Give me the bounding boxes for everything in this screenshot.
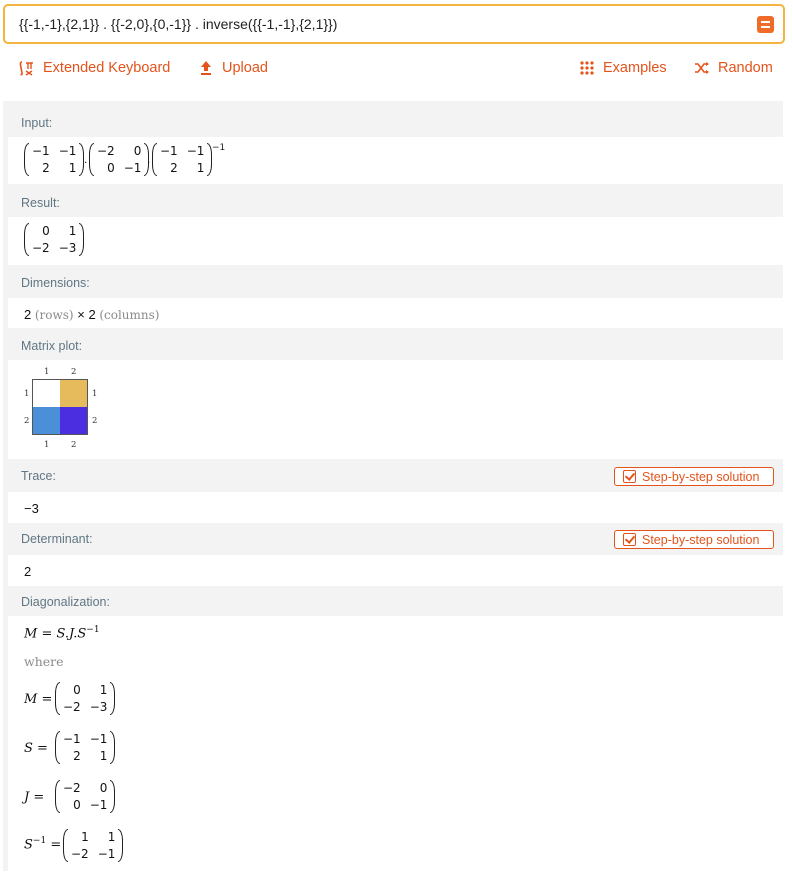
inverse-exponent: −1 [212, 143, 226, 153]
determinant-pod-title: Determinant: [21, 532, 93, 546]
rows-label: (rows) [34, 308, 74, 322]
matrix-cell: −2 [32, 241, 50, 255]
plot-col-tick: 2 [71, 367, 77, 377]
random-button[interactable] [694, 58, 773, 78]
upload-label: Upload [222, 60, 268, 76]
s-inverse-label [24, 836, 61, 852]
matrix-cell: −1 [160, 144, 178, 158]
matrix-cell: 1 [68, 161, 77, 175]
plot-frame [32, 379, 88, 435]
s-inverse-base: S [24, 837, 33, 853]
dimensions-pod-title: Dimensions: [21, 276, 90, 290]
trace-pod-body [8, 492, 783, 523]
matrix-cell: −1 [186, 144, 205, 158]
plot-row-tick: 1 [24, 389, 30, 399]
formula-lhs: M = S.J.S [24, 626, 87, 642]
cols-count: 2 [88, 307, 96, 322]
plot-row-tick: 2 [24, 416, 30, 426]
input-matrix-b [89, 143, 149, 176]
examples-button[interactable] [579, 58, 667, 78]
determinant-step-by-step-button[interactable] [614, 530, 774, 549]
plot-col-tick: 1 [44, 440, 50, 450]
matrix-cell: −1 [63, 732, 81, 746]
matrix-cell: 0 [107, 161, 115, 175]
trace-step-by-step-button[interactable] [614, 467, 774, 486]
matrix-cell: 0 [73, 683, 81, 697]
j-matrix [55, 780, 115, 813]
extended-keyboard-button[interactable] [19, 58, 170, 78]
s-label: S = [24, 741, 48, 756]
keyboard-math-icon [19, 60, 35, 76]
j-label: J = [24, 790, 45, 805]
matrix-plot[interactable] [22, 369, 102, 455]
plot-col-tick: 1 [44, 367, 50, 377]
matrix-cell: 2 [170, 161, 178, 175]
m-matrix [55, 682, 115, 715]
s-inverse-exponent: −1 [32, 836, 47, 846]
diagonalization-pod-body [8, 616, 783, 871]
matrix-cell: −3 [89, 700, 108, 714]
result-pod-title: Result: [21, 196, 60, 210]
matrix-cell: 2 [73, 749, 81, 763]
plot-col-tick: 2 [71, 440, 77, 450]
matrix-cell: 1 [196, 161, 205, 175]
matrix-cell: −1 [89, 732, 108, 746]
matrix-plot-pod-body [8, 360, 783, 459]
input-pod-title: Input: [21, 116, 53, 130]
dot-operator: . [84, 152, 88, 166]
upload-button[interactable] [198, 58, 268, 78]
matrix-cell: −1 [58, 144, 77, 158]
matrix-cell: 0 [133, 144, 142, 158]
search-input[interactable] [3, 4, 785, 44]
matrix-cell: 1 [81, 830, 89, 844]
matrix-cell: 1 [99, 683, 108, 697]
trace-value: −3 [24, 501, 39, 516]
matrix-cell: 0 [42, 224, 50, 238]
diagonalization-formula [24, 625, 100, 641]
matrix-cell: 0 [99, 781, 108, 795]
s-matrix [55, 731, 115, 764]
matrix-cell: 1 [68, 224, 77, 238]
plot-row-tick: 2 [92, 416, 98, 426]
matrix-cell: −1 [89, 798, 108, 812]
grid-dots-icon [579, 60, 595, 76]
result-pod-body [8, 217, 783, 265]
matrix-cell: 1 [107, 830, 116, 844]
where-label: where [24, 654, 64, 669]
matrix-cell: −3 [58, 241, 77, 255]
dot-operator: . [147, 152, 151, 166]
rows-count: 2 [24, 307, 32, 322]
upload-icon [198, 60, 214, 76]
checkbox-icon [623, 533, 636, 546]
input-matrix-a [24, 143, 84, 176]
cols-label: (columns) [99, 308, 160, 322]
equals-icon[interactable] [757, 16, 774, 33]
examples-label: Examples [603, 60, 667, 76]
matrix-cell: 0 [73, 798, 81, 812]
checkbox-icon [623, 470, 636, 483]
matrix-cell: 2 [42, 161, 50, 175]
determinant-value: 2 [24, 564, 32, 579]
m-label: M = [24, 692, 53, 707]
matrix-plot-pod-title: Matrix plot: [21, 339, 83, 353]
matrix-cell: −1 [123, 161, 142, 175]
matrix-cell: −1 [97, 847, 116, 861]
matrix-cell: −2 [63, 781, 81, 795]
shuffle-icon [694, 60, 710, 76]
matrix-cell: −2 [97, 144, 115, 158]
step-by-step-label: Step-by-step solution [642, 532, 760, 547]
result-matrix [24, 223, 84, 256]
step-by-step-label: Step-by-step solution [642, 469, 760, 484]
plot-row-tick: 1 [92, 389, 98, 399]
trace-pod-title: Trace: [21, 469, 56, 483]
matrix-cell: −2 [63, 700, 81, 714]
matrix-cell: 1 [99, 749, 108, 763]
diagonalization-pod-title: Diagonalization: [21, 595, 110, 609]
determinant-pod-body [8, 555, 783, 586]
matrix-cell: −2 [71, 847, 89, 861]
search-query-text[interactable]: {{-1,-1},{2,1}} . {{-2,0},{0,-1}} . inverse({{-1,-1},{2,1}}) [19, 16, 338, 32]
formula-exponent: −1 [86, 625, 100, 635]
s-inverse-matrix [63, 829, 123, 862]
matrix-cell: −1 [32, 144, 50, 158]
extended-keyboard-label: Extended Keyboard [43, 60, 171, 76]
times-sign: × [77, 307, 85, 322]
random-label: Random [718, 60, 773, 76]
dimensions-value [24, 307, 159, 322]
input-matrix-c [152, 143, 212, 176]
s-inverse-equals: = [50, 837, 62, 853]
